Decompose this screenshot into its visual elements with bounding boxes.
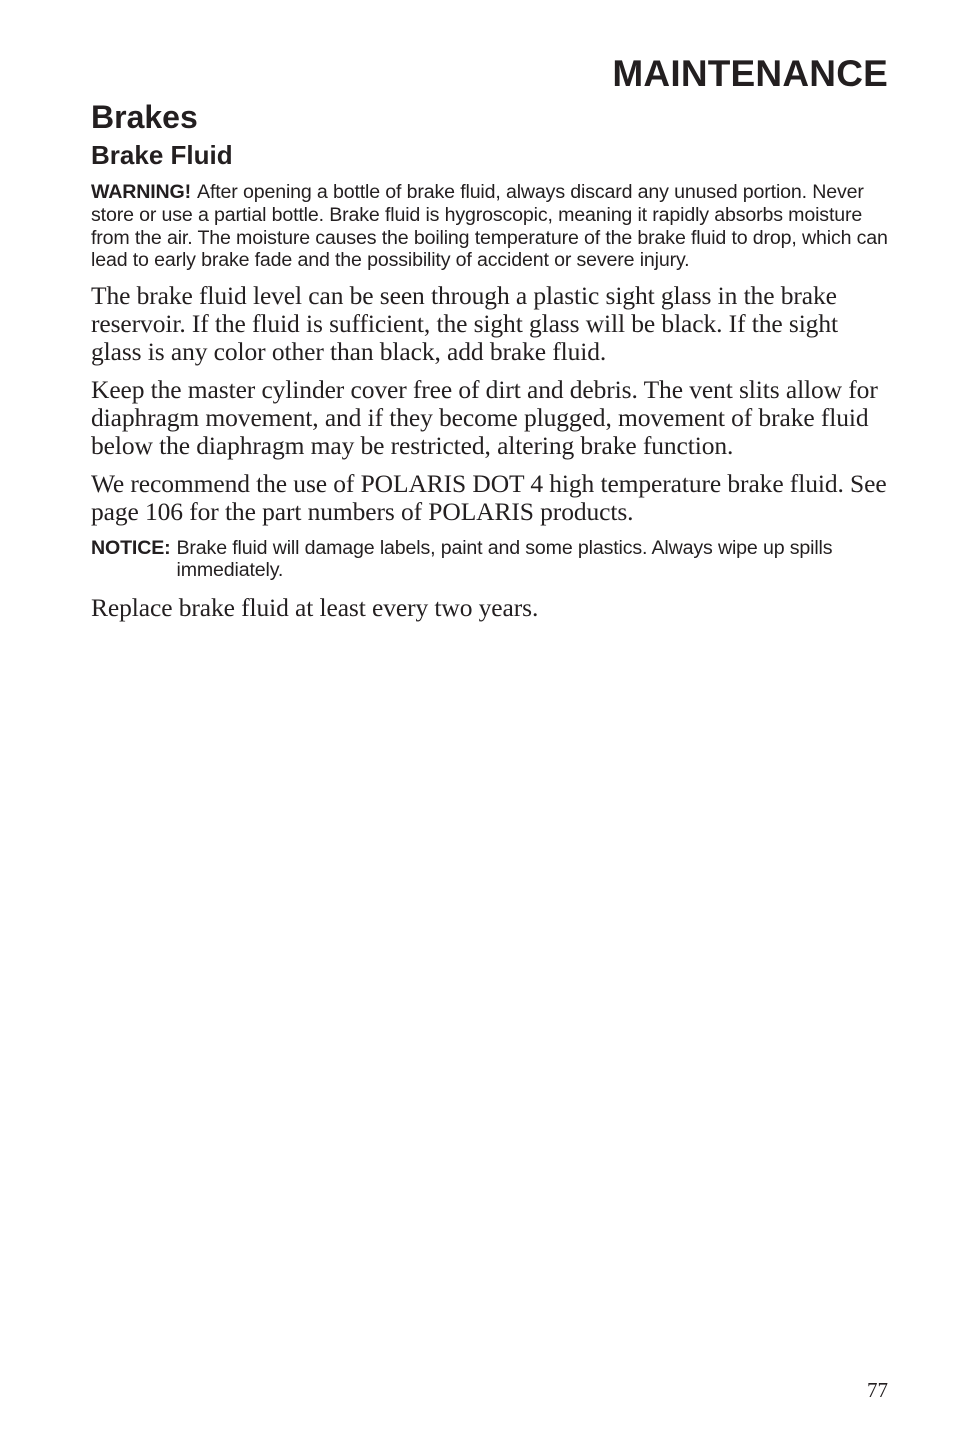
paragraph-replace-interval: Replace brake fluid at least every two years. xyxy=(91,592,539,622)
notice-label: NOTICE: xyxy=(91,536,171,559)
warning-block xyxy=(91,181,888,272)
paragraph-sight-glass: The brake fluid level can be seen through a plastic sight glass in the brake reservoir. If the fluid is sufficient, the sight glass will be black. If the sight glass is any color other than black, add brake fluid. xyxy=(91,281,838,366)
manual-page xyxy=(91,0,888,1454)
heading-brakes: Brakes xyxy=(91,99,198,135)
subheading-brake-fluid: Brake Fluid xyxy=(91,140,233,170)
notice-block xyxy=(91,537,888,581)
page-content xyxy=(91,97,888,633)
paragraph-recommendation: We recommend the use of POLARIS DOT 4 high temperature brake fluid. See page 106 for the part numbers of POLARIS products. xyxy=(91,469,887,527)
page-number: 77 xyxy=(867,1378,888,1402)
warning-text: After opening a bottle of brake fluid, always discard any unused portion. Never store or use a partial bottle. Brake fluid is hygroscopic, meaning it rapidly absorbs moisture from the air. The moisture causes the boiling temperature of the brake fluid to drop, which can lead to early brake fade and the possibility of accident or severe injury. xyxy=(91,181,888,272)
warning-label: WARNING! xyxy=(91,181,192,203)
paragraph-master-cylinder: Keep the master cylinder cover free of dirt and debris. The vent slits allow for diaphragm movement, and if they become plugged, movement of brake fluid below the diaphragm may be restricted, altering brake function. xyxy=(91,375,878,460)
notice-text: Brake fluid will damage labels, paint and some plastics. Always wipe up spills immediately. xyxy=(176,536,833,581)
section-header: MAINTENANCE xyxy=(612,53,888,94)
